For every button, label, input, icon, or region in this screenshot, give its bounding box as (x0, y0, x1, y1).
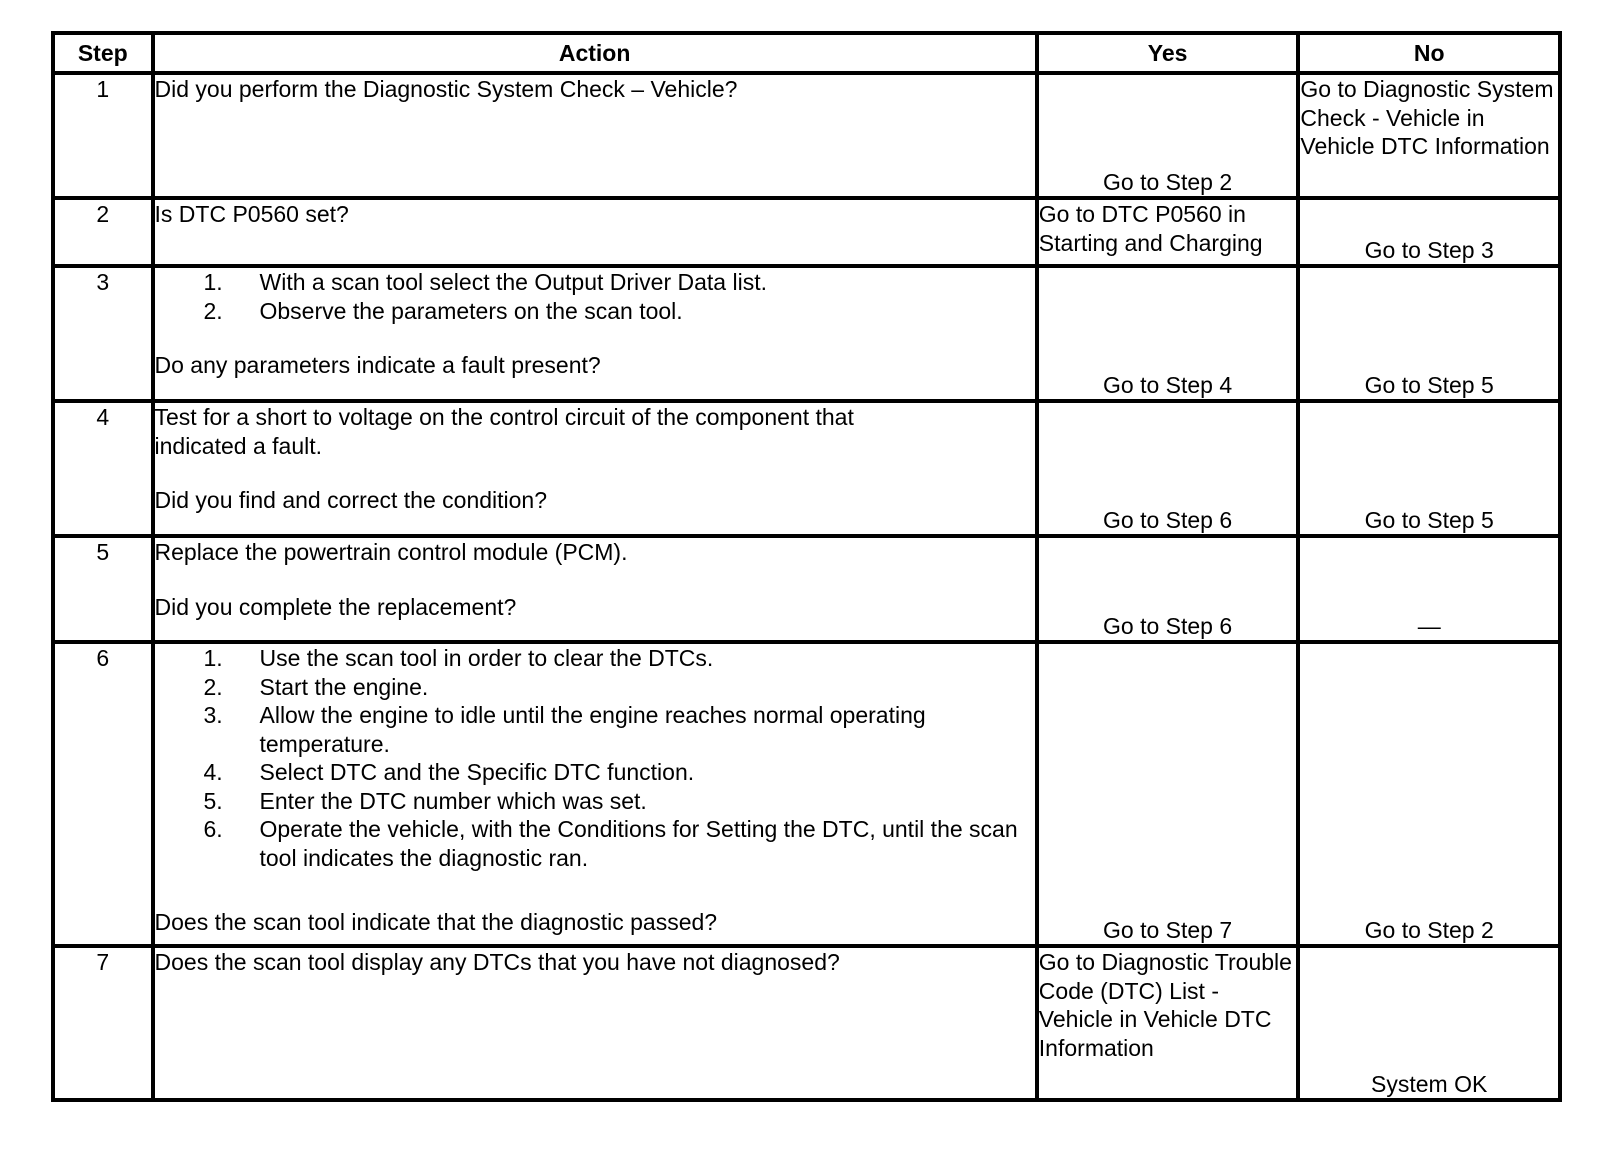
action-cell (153, 401, 1037, 536)
list-item-number: 1. (203, 645, 223, 671)
action-cell (153, 198, 1037, 266)
instruction-list (155, 268, 1035, 325)
no-cell: System OK (1298, 946, 1560, 1100)
header-yes: Yes (1037, 33, 1299, 73)
list-item-text: Observe the parameters on the scan tool. (259, 297, 683, 324)
table-row-step-6 (53, 642, 1560, 946)
action-text: Did you perform the Diagnostic System Check – Vehicle? (154, 76, 738, 102)
diagnostic-table (51, 31, 1562, 1102)
action-text: Does the scan tool display any DTCs that you have not diagnosed? (154, 949, 840, 975)
list-item (155, 701, 1035, 758)
header-row (53, 33, 1560, 73)
list-item (155, 644, 1035, 673)
no-cell: Go to Diagnostic System Check - Vehicle in Vehicle DTC Information (1298, 73, 1560, 198)
question-text: Does the scan tool indicate that the diagnostic passed? (154, 909, 718, 935)
table-row-step-7 (53, 946, 1560, 1100)
step-number: 3 (53, 266, 153, 401)
instruction-list (155, 644, 1035, 872)
list-item-number: 3. (203, 702, 223, 728)
yes-cell: Go to Diagnostic Trouble Code (DTC) List - Vehicle in Vehicle DTC Information (1037, 946, 1299, 1100)
step-number: 5 (53, 536, 153, 642)
list-item-text: Enter the DTC number which was set. (259, 787, 647, 814)
list-item (155, 758, 1035, 787)
list-item-number: 6. (203, 816, 223, 842)
list-item-number: 4. (203, 759, 223, 785)
table-row-step-2 (53, 198, 1560, 266)
action-cell (153, 73, 1037, 198)
list-item (155, 673, 1035, 702)
question-text: Did you find and correct the condition? (154, 487, 548, 513)
yes-cell: Go to Step 6 (1037, 401, 1299, 536)
question-text: Do any parameters indicate a fault present? (154, 352, 601, 378)
list-item-text: Select DTC and the Specific DTC function. (259, 759, 695, 785)
list-item-text: Use the scan tool in order to clear the DTCs. (259, 645, 714, 671)
list-item (155, 297, 1035, 326)
list-item (155, 268, 1035, 297)
question-text: Did you complete the replacement? (154, 593, 517, 620)
table-row-step-4 (53, 401, 1560, 536)
action-cell (153, 266, 1037, 401)
no-cell: Go to Step 2 (1298, 642, 1560, 946)
no-cell: — (1298, 536, 1560, 642)
yes-cell: Go to DTC P0560 in Starting and Charging (1037, 198, 1299, 266)
list-item-number: 1. (203, 269, 223, 295)
header-action: Action (153, 33, 1037, 73)
table-row-step-5 (53, 536, 1560, 642)
step-number: 4 (53, 401, 153, 536)
yes-cell: Go to Step 6 (1037, 536, 1299, 642)
list-item-text: With a scan tool select the Output Driver Data list. (259, 269, 767, 295)
table-row-step-3 (53, 266, 1560, 401)
no-cell: Go to Step 5 (1298, 401, 1560, 536)
header-step: Step (53, 33, 153, 73)
action-text: Is DTC P0560 set? (154, 201, 349, 227)
action-cell (153, 536, 1037, 642)
no-cell: Go to Step 3 (1298, 198, 1560, 266)
list-item (155, 787, 1035, 816)
list-item-text: Start the engine. (259, 673, 429, 700)
step-number: 2 (53, 198, 153, 266)
yes-cell: Go to Step 2 (1037, 73, 1299, 198)
list-item-number: 2. (203, 297, 223, 324)
list-item-text: Allow the engine to idle until the engine reaches normal operating temperature. (259, 702, 926, 757)
action-cell (153, 642, 1037, 946)
step-number: 1 (53, 73, 153, 198)
step-number: 6 (53, 642, 153, 946)
action-cell (153, 946, 1037, 1100)
step-number: 7 (53, 946, 153, 1100)
yes-cell: Go to Step 4 (1037, 266, 1299, 401)
list-item-number: 5. (203, 787, 223, 814)
list-item (155, 815, 1035, 872)
no-cell: Go to Step 5 (1298, 266, 1560, 401)
action-text: Replace the powertrain control module (PCM). (154, 539, 628, 565)
yes-cell: Go to Step 7 (1037, 642, 1299, 946)
table-row-step-1 (53, 73, 1560, 198)
header-no: No (1298, 33, 1560, 73)
list-item-number: 2. (203, 673, 223, 700)
action-text: Test for a short to voltage on the control circuit of the component that indicated a fault. (154, 404, 854, 459)
list-item-text: Operate the vehicle, with the Conditions for Setting the DTC, until the scan tool indicates the diagnostic ran. (259, 816, 1018, 871)
